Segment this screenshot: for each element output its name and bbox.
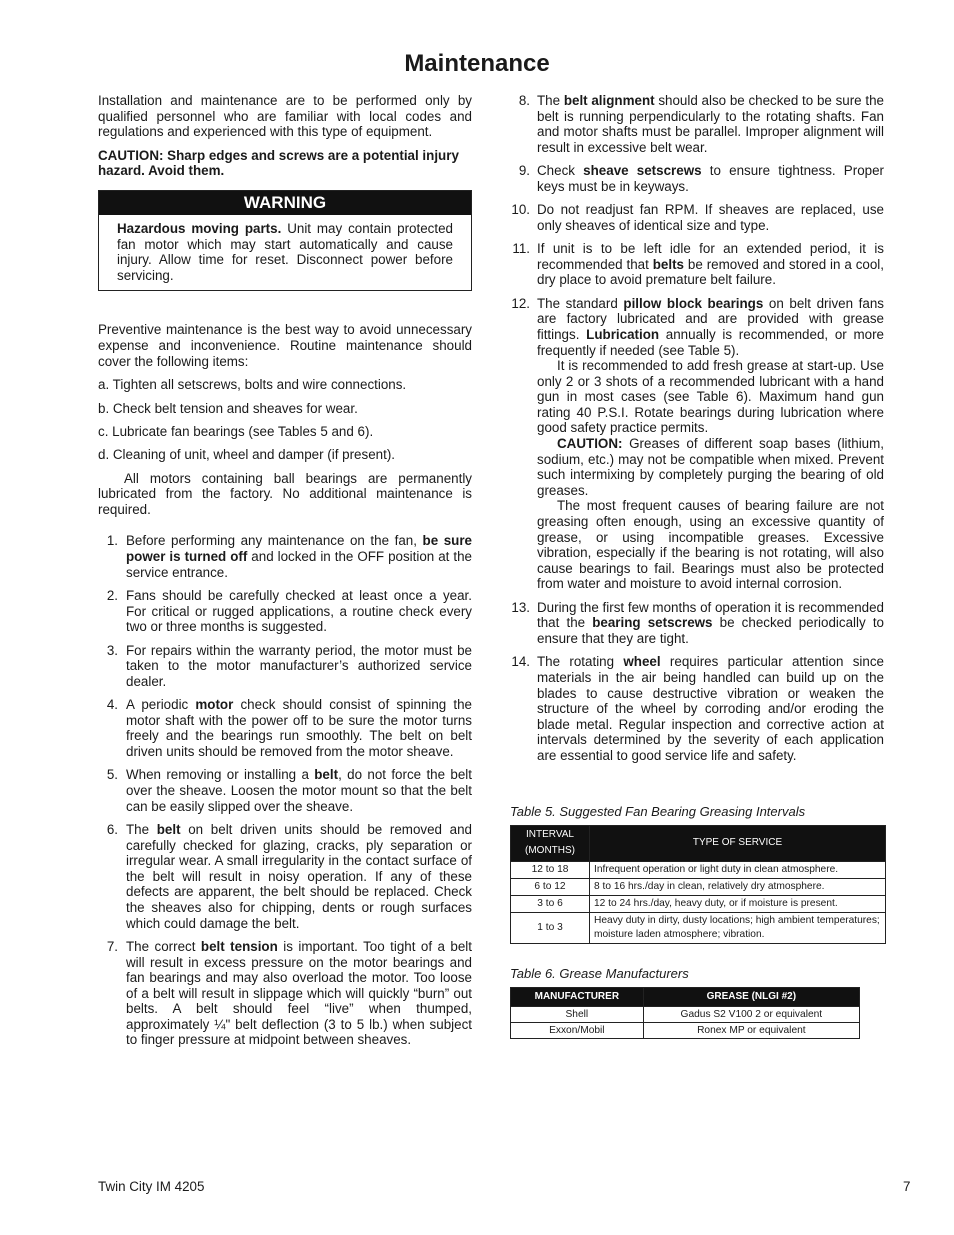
warning-heading: WARNING: [99, 191, 471, 215]
grease-manufacturers-table: [510, 987, 860, 1039]
list-item: 8. The belt alignment should also be checked to be sure the belt is running perpendicularly to the rotating shafts. Fan and motor shafts must be parallel. Improper alignment will result in excessive belt wear.: [518, 93, 884, 155]
list-item: 6. The belt on belt driven units should be removed and carefully checked for glazing, cracks, ply separation or irregular wear. A small irregularity in the contact surface of the belt will result in noisy operation. If any of these defects are apparent, the belt should be replaced. Check the sheaves also for chipping, dents or rough surfaces which could damage the belt.: [106, 821, 472, 931]
caution-text: CAUTION: Sharp edges and screws are a potential injury hazard. Avoid them.: [98, 147, 459, 179]
preventive-paragraph: Preventive maintenance is the best way to avoid unnecessary expense and inconvenience. Routine maintenance should cover the following items:: [98, 322, 472, 369]
list-item: 7. The correct belt tension is important. Too tight of a belt will result in excess pressure on the motor bearings and fan bearings and may also overload the motor. Too loose of a belt will result in slippage which will quickly “burn” out belts. A belt should feel “live” when thumped, approximately ¼" belt deflection (3 to 5 lb.) when subject to finger pressure at midpoint between sheaves.: [106, 938, 472, 1048]
warning-body: [99, 215, 471, 290]
left-column: [98, 93, 472, 1056]
table-header: INTERVAL (MONTHS): [511, 825, 590, 861]
table-row: 12 to 18 Infrequent operation or light duty in clean atmosphere.: [511, 861, 886, 878]
motors-paragraph: All motors containing ball bearings are permanently lubricated from the factory. No additional maintenance is required.: [98, 470, 472, 517]
bearings-para-2: It is recommended to add fresh grease at start-up. Use only 2 or 3 shots of a recommended lubricant with a hand gun in most cases (see Table 6). Maximum hand gun rating 40 P.S.I. Rotate bearings during lubrication where good safety practice permits.: [537, 358, 884, 436]
list-item: 5. When removing or installing a belt, do not force the belt over the sheave. Loosen the motor mount so that the belt can be easily slipped over the sheave.: [106, 767, 472, 814]
list-item: 10. Do not readjust fan RPM. If sheaves are replaced, use only sheaves of identical size and type.: [511, 202, 884, 233]
intro-paragraph: Installation and maintenance are to be performed only by qualified personnel who are familiar with local codes and regulations and experienced with this type of equipment.: [98, 93, 472, 140]
table-row: 3 to 6 12 to 24 hrs./day, heavy duty, or if moisture is present.: [511, 895, 886, 912]
left-numbered-list: [98, 533, 472, 1048]
page-number: 7: [903, 1179, 911, 1194]
list-item: 1. Before performing any maintenance on the fan, be sure power is turned off and locked in the OFF position at the service entrance.: [106, 533, 472, 580]
table-header: MANUFACTURER: [511, 987, 644, 1006]
list-item: 13. During the first few months of operation it is recommended that the bearing setscrews be checked periodically to ensure that they are tight.: [511, 599, 884, 646]
lettered-item-c: c. Lubricate fan bearings (see Tables 5 and 6).: [98, 423, 374, 439]
list-item-bearings: 12. The standard pillow block bearings on belt driven fans are factory lubricated and are provided with grease fittings. Lubrication annually is recommended, or more frequently if needed (see Table 5). It is recommended to add fresh grease at start-up. Use only 2 or 3 shots of a recommended lubricant with a hand gun in most cases (see Table 6). Maximum hand gun rating 40 P.S.I. Rotate bearings during lubrication where good safety practice permits. CAUTION: Greases of different soap bases (lithium, sodium, etc.) may not be compatible when mixed. Prevent such intermixing by completely purging the bearing of old greases. The most frequent causes of bearing failure are not greasing often enough, using an excessive quantity of grease, or using incompatible greases. Excessive vibration, especially if the bearing is not rotating, will also cause bearings to fail. Bearings must also be protected from water and moisture to avoid internal corrosion.: [511, 295, 884, 592]
list-item: 4. A periodic motor check should consist of spinning the motor shaft with the power off to be sure the motor turns freely and the bearings run smoothly. The belt on belt driven units should be removed from the motor sheave.: [106, 697, 472, 759]
list-item: 14. The rotating wheel requires particular attention since materials in the air being handled can build up on the blades to cause destructive vibration or weaken the structure of the wheel by corroding and/or eroding the blade metal. Regular inspection and corrective action at intervals determined by the severity of each application are essential to good service life and safety.: [511, 654, 884, 763]
list-item: 3. For repairs within the warranty period, the motor must be taken to the motor manufacturer’s authorized service dealer.: [106, 642, 472, 689]
warning-text: Unit may contain protected fan motor which may start automatically and cause injury. Allow time for reset. Disconnect power before servicing.: [117, 220, 453, 283]
table-header: TYPE OF SERVICE: [590, 825, 886, 861]
table-header: GREASE (NLGI #2): [643, 987, 859, 1006]
table-row: 6 to 12 8 to 16 hrs./day in clean, relatively dry atmosphere.: [511, 878, 886, 895]
lettered-item-d: d. Cleaning of unit, wheel and damper (if present).: [98, 447, 395, 463]
bearings-para-3: CAUTION: Greases of different soap bases (lithium, sodium, etc.) may not be compatible when mixed. Prevent such intermixing by completely purging the bearing of old greases.: [537, 436, 884, 498]
list-item: 11. If unit is to be left idle for an extended period, it is recommended that belts be removed and stored in a cool, dry place to avoid premature belt failure.: [512, 241, 884, 288]
table-row: 1 to 3 Heavy duty in dirty, dusty locations; high ambient temperatures; moisture laden atmosphere; vibration.: [511, 912, 886, 943]
bearings-para-1: The standard pillow block bearings on belt driven fans are factory lubricated and are provided with grease fittings. Lubrication annually is recommended, or more frequently if needed (see Table 5).: [537, 295, 884, 358]
warning-bold: Hazardous moving parts.: [117, 220, 282, 236]
footer-doc-id: Twin City IM 4205: [98, 1179, 205, 1194]
table6-caption: Table 6. Grease Manufacturers: [510, 965, 689, 981]
lettered-item-a: a. Tighten all setscrews, bolts and wire connections.: [98, 377, 407, 393]
table-row: Exxon/Mobil Ronex MP or equivalent: [511, 1022, 860, 1038]
page-title: Maintenance: [404, 50, 550, 77]
right-column: [510, 93, 884, 1039]
list-item: 9. Check sheave setscrews to ensure tightness. Proper keys must be in keyways.: [518, 163, 884, 194]
lettered-item-b: b. Check belt tension and sheaves for wear.: [98, 400, 358, 416]
greasing-intervals-table: [510, 825, 886, 944]
warning-box: [98, 190, 472, 291]
table5-caption: Table 5. Suggested Fan Bearing Greasing Intervals: [510, 803, 806, 819]
bearings-para-4: The most frequent causes of bearing failure are not greasing often enough, using an excessive quantity of grease, or using incompatible greases. Excessive vibration, especially if the bearing is not rotating, will also cause bearings to fail. Bearings must also be protected from water and moisture to avoid internal corrosion.: [537, 498, 884, 592]
table-row: Shell Gadus S2 V100 2 or equivalent: [511, 1006, 860, 1022]
list-item: 2. Fans should be carefully checked at least once a year. For critical or rugged applications, a routine check every two or three months is suggested.: [106, 588, 472, 635]
